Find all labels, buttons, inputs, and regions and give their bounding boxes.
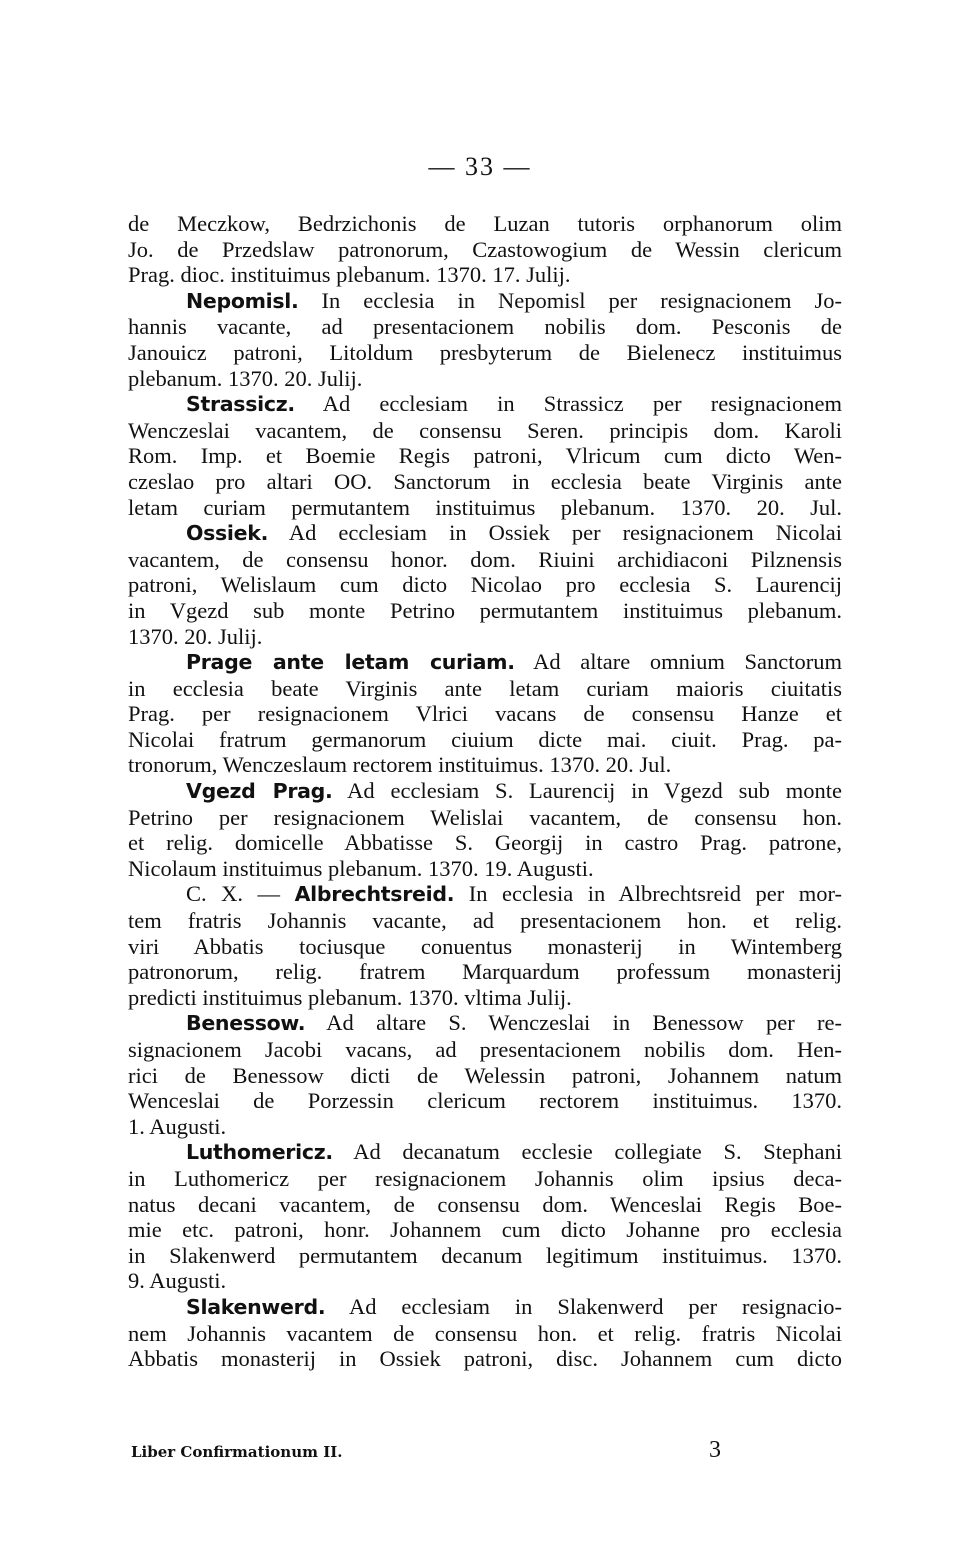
page-number: — 33 — (428, 152, 532, 181)
text-line: et relig. domicelle Abbatisse S. Georgij in castro Prag. patrone, (128, 830, 842, 856)
text-line: predicti instituimus plebanum. 1370. vltima Julij. (128, 984, 572, 1010)
text-run: Ad ecclesiam in Slakenwerd per resignacio- (325, 1293, 842, 1319)
entry-strassicz (128, 391, 842, 418)
text-line: letam curiam permutantem instituimus plebanum. 1370. 20. Jul. (128, 494, 842, 520)
text-line: in Luthomericz per resignacionem Johannis olim ipsius deca- (128, 1165, 842, 1191)
entry-heading: Luthomericz. (186, 1140, 333, 1165)
text-run: Ad altare omnium Sanctorum (514, 649, 842, 675)
text-run: Ad ecclesiam in Strassicz per resignacionem (294, 391, 842, 417)
text-line: Nicolaum instituimus plebanum. 1370. 19. Augusti. (128, 855, 594, 881)
text-line: in Vgezd sub monte Petrino permutantem instituimus plebanum. (128, 597, 842, 623)
text-line: 1. Augusti. (128, 1113, 227, 1139)
text-line: vacantem, de consensu honor. dom. Riuini archidiaconi Pilznensis (128, 546, 842, 572)
text-line: hannis vacante, ad presentacionem nobilis dom. Pesconis de (128, 314, 842, 340)
text-line: nem Johannis vacantem de consensu hon. et relig. fratris Nicolai (128, 1320, 842, 1346)
text-line: Wenczeslai vacantem, de consensu Seren. principis dom. Karoli (128, 417, 842, 443)
text-line: natus decani vacantem, de consensu dom. Wenceslai Regis Boe- (128, 1191, 842, 1217)
body-text (128, 211, 842, 1372)
entry-luthomericz (128, 1139, 842, 1166)
entry-albrechtsreid (128, 881, 842, 908)
entry-heading: Vgezd Prag. (186, 779, 333, 804)
text-line: tronorum, Wenczeslaum rectorem instituimus. 1370. 20. Jul. (128, 752, 672, 778)
text-line: Rom. Imp. et Boemie Regis patroni, Vlricum cum dicto Wen- (128, 443, 842, 469)
entry-heading: Prage ante letam curiam. (186, 650, 515, 675)
text-run: Ad ecclesiam in Ossiek per resignacionem Nicolai (268, 520, 842, 546)
text-line: patroni, Welislaum cum dicto Nicolao pro ecclesia S. Laurencij (128, 572, 842, 598)
text-line: plebanum. 1370. 20. Julij. (128, 365, 363, 391)
text-line: de Meczkow, Bedrzichonis de Luzan tutoris orphanorum olim (128, 211, 842, 236)
entry-nepomisl (128, 288, 842, 315)
text-line: tem fratris Johannis vacante, ad presentacionem hon. et relig. (128, 908, 842, 934)
text-line: in ecclesia beate Virginis ante letam curiam maioris ciuitatis (128, 675, 842, 701)
text-line: Jo. de Przedslaw patronorum, Czastowogium de Wessin clericum (128, 236, 842, 262)
entry-heading: Strassicz. (186, 392, 295, 417)
text-line: viri Abbatis tociusque conuentus monasterij in Wintemberg (128, 933, 842, 959)
text-line: rici de Benessow dicti de Welessin patroni, Johannem natum (128, 1062, 842, 1088)
entry-ossiek (128, 520, 842, 547)
entry-heading: Albrechtsreid. (294, 882, 455, 907)
text-run: Ad decanatum ecclesie collegiate S. Stephani (332, 1139, 842, 1165)
text-line: czeslao pro altari OO. Sanctorum in ecclesia beate Virginis ante (128, 468, 842, 494)
text-line: in Slakenwerd permutantem decanum legitimum instituimus. 1370. (128, 1242, 842, 1268)
text-line: 9. Augusti. (128, 1268, 227, 1294)
entry-heading: Ossiek. (186, 521, 269, 546)
text-line: Prag. dioc. instituimus plebanum. 1370. 17. Julij. (128, 262, 571, 288)
text-line: mie etc. patroni, honr. Johannem cum dicto Johanne pro ecclesia (128, 1217, 842, 1243)
text-run: Ad ecclesiam S. Laurencij in Vgezd sub monte (332, 778, 842, 804)
text-run: Ad altare S. Wenczeslai in Benessow per re- (305, 1010, 842, 1036)
entry-heading: Benessow. (186, 1011, 306, 1036)
chapter-marker: C. X. — (186, 881, 295, 907)
page-footer (131, 1437, 721, 1464)
text-line: Petrino per resignacionem Welislai vacantem, de consensu hon. (128, 804, 842, 830)
text-line: Prag. per resignacionem Vlrici vacans de consensu Hanze et (128, 701, 842, 727)
text-line: signacionem Jacobi vacans, ad presentacionem nobilis dom. Hen- (128, 1037, 842, 1062)
entry-heading: Nepomisl. (186, 288, 299, 313)
text-line: Abbatis monasterij in Ossiek patroni, disc. Johannem cum dicto (128, 1346, 842, 1372)
text-run: In ecclesia in Albrechtsreid per mor- (454, 881, 842, 907)
text-line: Wenceslai de Porzessin clericum rectorem instituimus. 1370. (128, 1088, 842, 1114)
entry-benessow (128, 1010, 842, 1037)
entry-vgezd (128, 778, 842, 805)
entry-slakenwerd (128, 1294, 842, 1321)
text-line: patronorum, relig. fratrem Marquardum professum monasterij (128, 959, 842, 985)
entry-heading: Slakenwerd. (186, 1294, 326, 1319)
footer-title: Liber Confirmationum II. (131, 1443, 343, 1461)
entry-prage (128, 649, 842, 676)
signature-mark: 3 (709, 1437, 721, 1463)
text-line: Nicolai fratrum germanorum ciuium dicte mai. ciuit. Prag. pa- (128, 726, 842, 752)
text-line: 1370. 20. Julij. (128, 623, 263, 649)
text-run: In ecclesia in Nepomisl per resignacionem Jo- (298, 287, 842, 313)
text-line: Janouicz patroni, Litoldum presbyterum de Bielenecz instituimus (128, 339, 842, 365)
